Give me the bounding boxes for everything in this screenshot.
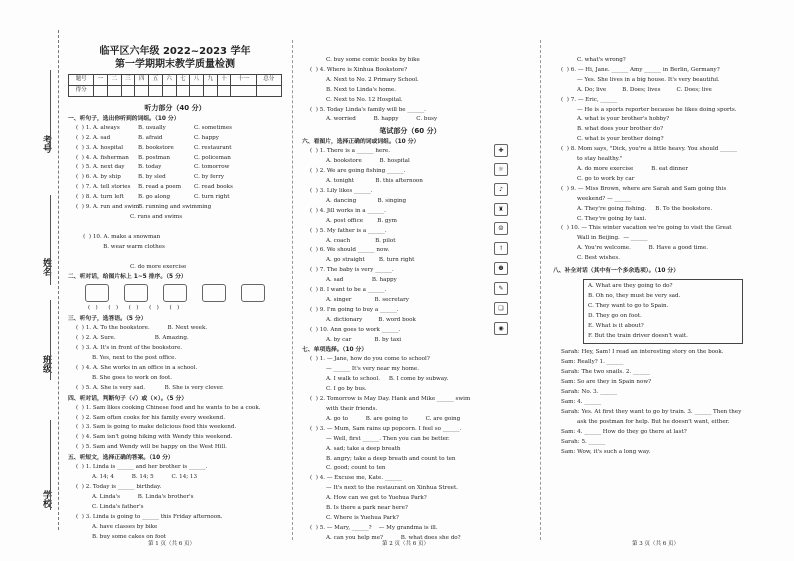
question-option: B. afraid: [138, 134, 163, 141]
score-cell[interactable]: [176, 85, 190, 96]
question-row: — Yes. She lives in a big house. It's very beautiful.: [561, 76, 720, 83]
question-option: B. today: [138, 164, 162, 171]
question-row: C. what is your brother doing?: [561, 136, 664, 143]
question-row: [76, 124, 282, 134]
question-row: ( ) 6. We should ______ now.: [310, 247, 390, 254]
question-row: A. Do; live B. Does; lives C. Does; live: [561, 86, 712, 93]
question-row: ( ) 9. I'm going to buy a ______.: [310, 306, 399, 313]
happy-baby-icon: ☻: [494, 262, 508, 275]
question-row: ( ) 1. There is a ______ here.: [310, 148, 391, 155]
dialogue-line: ask the postman for help. But he doesn't want, either.: [561, 418, 730, 425]
dialogue-line: Sarah: Yes. At first they want to go by train. 3. ______ Then they: [561, 408, 742, 415]
score-table-header-cell: 六: [162, 75, 176, 86]
page-3: [553, 56, 778, 457]
question-row: A. dictionary B. word book: [310, 316, 416, 323]
question-row: A. can you help me? B. what does she do?: [310, 534, 461, 541]
score-table-header-cell: 二: [107, 75, 121, 86]
question-row: A. I walk to school. B. I come by subway.: [310, 376, 449, 383]
question-row: B. angry; take a deep breath and count to ten: [310, 455, 456, 462]
question-stem: ( ) 8. A. turn left: [76, 194, 124, 201]
question-row: ( ) 9. — Miss Brown, where are Sarah and Sam going this: [561, 185, 727, 192]
dialogue-line: Sam: So are they in Spain now?: [561, 379, 652, 386]
exam-number-line: [50, 70, 51, 150]
question-row: A. go straight B. turn right: [310, 257, 415, 264]
dialogue-line: Sam: 4. ______ How do they go there at last?: [561, 428, 687, 435]
section-3-heading: 三、听句子，选答语。（5 分）: [68, 316, 147, 323]
question-option: [194, 203, 274, 213]
question-row: A. dancing B. singing: [310, 197, 407, 204]
question-row: — He is a sports reporter because he likes doing sports.: [561, 106, 737, 113]
question-option: C. happy: [194, 134, 219, 141]
question-row: C. good; count to ten: [310, 465, 386, 472]
question-row: A. tonight B. this afternoon: [310, 178, 423, 185]
question-option: B. wear warm clothes: [103, 243, 165, 250]
question-row: ( ) 3. Lily likes ______.: [310, 187, 373, 194]
section-5-heading: 五、听短文，选择正确的答案。（10 分）: [68, 455, 174, 462]
question-row: A. post office B. gym: [310, 217, 397, 224]
name-line: [50, 195, 51, 285]
question-row: [76, 154, 282, 164]
question-row: [76, 134, 282, 144]
dialogue-line: Sarah: The two snails. 2. ______: [561, 369, 650, 376]
question-row: ( ) 10. — This winter vacation we're going to visit the Great: [561, 225, 732, 232]
picture-postman: [163, 284, 187, 302]
question-option: C. turn right: [194, 194, 230, 201]
score-table-header-cell: 题号: [69, 75, 94, 86]
question-option: C. do more exercise: [130, 263, 187, 270]
question-row: C. go to work by car: [561, 175, 635, 182]
question-row: ( ) 7. — Eric, ______: [561, 96, 618, 103]
question-row: A. singer B. secretary: [310, 296, 409, 303]
question-option: B. postman: [138, 154, 170, 161]
column-divider: [292, 40, 293, 540]
question-row: A. go to B. are going to C. are going: [310, 415, 461, 422]
question-row: ( ) 8. I want to be a ______.: [310, 287, 387, 294]
score-table-header-cell: 一: [94, 75, 108, 86]
picture-order-brackets: ( ) ( ) ( ) ( ) ( ): [88, 305, 180, 312]
score-row-label: 得分: [69, 85, 94, 96]
dialogue-line: Sarah: Hey, Sam! I read an interesting story on the book.: [561, 349, 724, 356]
question-row: B. Is there a park near here?: [310, 505, 408, 512]
question-row: B. what does your brother do?: [561, 126, 664, 133]
question-option: B. by sled: [138, 174, 166, 181]
score-cell[interactable]: [107, 85, 121, 96]
question-row: ( ) 1. A. To the bookstore. B. Next week.: [76, 325, 208, 332]
dialogue-line: Sam: Wow, it's such a long way.: [561, 448, 651, 455]
question-row: B. Yes, next to the post office.: [76, 355, 177, 362]
score-table-header-cell: 五: [149, 75, 163, 86]
exam-number-label: 考号: [41, 135, 51, 153]
question-row: A. what is your brother's hobby?: [561, 116, 670, 123]
question-row: C. what's wrong?: [561, 57, 626, 63]
question-option: C. tomorrow: [194, 164, 230, 171]
question-option: B. bookstore: [138, 144, 174, 151]
question-row: ( ) 5. A. She is very sad. B. She is very clever.: [76, 384, 224, 391]
question-row: ( ) 4. Jill works in a ______.: [310, 207, 386, 214]
question-row: C. I go by bus.: [310, 386, 367, 393]
section-8-heading: 八、补全对话（其中有一个多余选项）。（10 分）: [553, 268, 680, 275]
score-table-header-cell: 四: [135, 75, 149, 86]
question-row: ( ) 4. — Excuse me, Kate. ______: [310, 475, 402, 482]
picture-strip: [68, 282, 282, 304]
question-stem: ( ) 2. A. sad: [76, 134, 111, 141]
question-stem: ( ) 5. A. next day: [76, 164, 125, 171]
school-label: 学校: [41, 490, 51, 508]
secretary-icon: ✎: [494, 282, 508, 295]
question-row: A. bookstore B. hospital: [310, 158, 410, 165]
question-row: [76, 163, 282, 173]
picture-bike: [241, 284, 265, 302]
page-1: [68, 45, 282, 542]
exam-title-line1: 临平区六年级 2022~2023 学年: [99, 46, 251, 57]
question-row: — It's next to the restaurant on Xinhua Street.: [310, 485, 458, 492]
question-row: ( ) 4. A. She works in an office in a school.: [76, 364, 198, 371]
question-row: with their friends.: [310, 406, 378, 412]
question-stem: ( ) 4. A. fisherman: [76, 154, 129, 161]
question-row: ( ) 2. Tomorrow is May Day. Hank and Mike ______ swim: [310, 396, 471, 403]
question-row: A. sad B. happy: [310, 277, 397, 284]
question-row: [76, 193, 282, 203]
class-line: [50, 300, 51, 380]
question-row: A. have classes by bike: [76, 523, 158, 530]
dialogue-line: Sam: 4. ______: [561, 399, 602, 405]
score-cell[interactable]: [256, 85, 281, 96]
question-row: A. by car B. by taxi: [310, 336, 402, 343]
score-cell[interactable]: [203, 85, 217, 96]
option-item: D. They go on foot.: [588, 312, 642, 319]
question-stem: ( ) 10. A. make a snowman: [83, 233, 161, 240]
question-row: ( ) 3. Linda is going to ______ this Friday afternoon.: [76, 513, 223, 520]
option-item: A. What are they going to do?: [588, 283, 673, 290]
school-line: [50, 420, 51, 510]
options-box: [583, 279, 743, 344]
question-row: C. Next to No. 12 Hospital.: [310, 96, 403, 103]
question-row: A. Linda's B. Linda's brother's: [76, 493, 194, 500]
score-table-header-cell: 九: [203, 75, 217, 86]
option-item: C. They want to go to Spain.: [588, 302, 669, 309]
question-row: [68, 223, 282, 263]
listening-part-title: 听力部分（40 分）: [144, 103, 206, 112]
question-option: C. policeman: [194, 154, 231, 161]
question-row: A. You're welcome. B. Have a good time.: [561, 245, 708, 252]
question-option: C. runs and swims: [130, 213, 183, 220]
page-footer: 第 2 页（共 6 页）: [382, 541, 429, 547]
question-stem: ( ) 6. A. by ship: [76, 174, 121, 181]
question-row: ( ) 3. A. It's in front of the bookstore.: [76, 345, 183, 352]
question-row: [76, 144, 282, 154]
question-row: C. buy some comic books by bike: [310, 57, 420, 63]
question-option: B. running and swimming: [138, 204, 212, 211]
section-6-heading: 六、看图片，选择正确的词或词组。（10 分）: [302, 139, 420, 146]
score-cell[interactable]: [121, 85, 135, 96]
score-cell[interactable]: [190, 85, 204, 96]
question-option: B. read a poem: [138, 184, 182, 191]
question-row: A. They're going fishing. B. To the bookstore.: [561, 205, 713, 212]
written-part-title: 笔试部分（60 分）: [379, 127, 441, 136]
question-option: C. sometimes: [194, 124, 233, 131]
question-stem: ( ) 9. A. run and swim: [76, 204, 140, 211]
question-row: [76, 183, 282, 193]
car-icon: ◉: [494, 322, 508, 335]
binding-dashed-line: [58, 30, 59, 530]
section-4-heading: 四、听对话，判断句子（√）或（×）。（5 分）: [68, 395, 188, 402]
picture-goggles: [124, 284, 148, 302]
question-row: ( ) 3. Sam is going to make delicious food this weekend.: [76, 424, 237, 431]
question-row: A. coach B. pilot: [310, 237, 396, 244]
question-row: A. do more exercise B. eat dinner: [561, 165, 688, 172]
question-option: C. restaurant: [194, 144, 232, 151]
score-table-header-cell: 三: [121, 75, 135, 86]
question-row: C. Where is Yuehua Park?: [310, 514, 399, 521]
question-row: A. sad; take a deep breath: [310, 445, 401, 452]
exam-title-line2: 第一学期期末教学质量检测: [115, 59, 235, 70]
dictionary-icon: ❏: [494, 302, 508, 315]
question-row: A. Next to No. 2 Primary School.: [310, 76, 419, 83]
question-row: ( ) 8. Mom says, "Dick, you're a little heavy. You should ______: [561, 146, 737, 153]
question-row: B. She goes to work on foot.: [76, 374, 173, 381]
question-option: B. usually: [138, 124, 166, 131]
question-row: ( ) 2. We are going fishing ______.: [310, 168, 406, 175]
question-row: Wall in Beijing. — ______: [561, 235, 648, 242]
page-footer: 第 1 页（共 6 页）: [148, 541, 195, 547]
coach-icon: ☺: [494, 222, 508, 235]
score-table-header-cell: 十一: [231, 75, 256, 86]
question-row: ( ) 4. Where is Xinhua Bookstore?: [310, 66, 408, 73]
question-row: [76, 203, 282, 213]
page-footer: 第 3 页（共 6 页）: [632, 541, 679, 547]
score-cell[interactable]: [149, 85, 163, 96]
section-1-heading: 一、听句子，选出你听到的词组。（10 分）: [68, 115, 180, 122]
column-divider: [540, 40, 541, 540]
question-row: [76, 173, 282, 183]
question-row: ( ) 1. — Jane, how do you come to school?: [310, 356, 430, 363]
gym-icon: ♜: [494, 203, 508, 216]
question-row: ( ) 2. Today is ______ birthday.: [76, 484, 162, 490]
binding-margin: [0, 0, 64, 561]
option-item: F. But the train driver doesn't wait.: [588, 332, 688, 339]
question-row: ( ) 3. — Mum, Sam rains up popcorn. I feel so ______.: [310, 425, 462, 432]
option-item: B. Oh no, they must be very sad.: [588, 292, 681, 299]
page-2: [302, 56, 518, 544]
question-row: weekend? — ______: [561, 195, 632, 202]
question-row: ( ) 5. My father is a ______.: [310, 227, 387, 234]
question-row: C. Linda's father's: [76, 503, 144, 510]
section-2-heading: 二、听对话，给图片标上 1~5 排序。（5 分）: [68, 274, 187, 281]
question-row: ( ) 6. — Hi, Jane. ______ Amy ______ in Berlin, Germany?: [561, 66, 720, 73]
question-stem: ( ) 7. A. tell stories: [76, 184, 131, 191]
question-row: ( ) 1. Sam likes cooking Chinese food and he wants to be a cook.: [76, 404, 261, 411]
score-table-header-cell: 总分: [256, 75, 281, 86]
score-cell[interactable]: [94, 85, 108, 96]
question-stem: ( ) 1. A. always: [76, 124, 120, 131]
dancer-icon: ♪: [494, 183, 508, 196]
score-table-header-cell: 八: [190, 75, 204, 86]
question-row: B. buy some cakes on foot: [76, 533, 167, 540]
picture-person: [202, 284, 226, 302]
question-row: B. Next to Linda's home.: [310, 86, 397, 93]
question-option: C. by ferry: [194, 174, 225, 181]
question-row: A. 14; 4 B. 14; 5 C. 14; 13: [76, 474, 198, 481]
question-row: ( ) 5. Today Linda's family will be ______.: [310, 106, 426, 113]
question-row: C. Best wishes.: [561, 255, 620, 262]
question-row: ( ) 10. Ann goes to work ______.: [310, 326, 401, 333]
option-item: E. What is it about?: [588, 322, 644, 329]
question-row: A. worried B. happy C. busy: [310, 116, 438, 123]
class-label: 班级: [41, 355, 51, 373]
question-stem: ( ) 3. A. hospital: [76, 144, 123, 151]
dialogue-line: Sam: Really? 1. ______: [561, 359, 624, 366]
question-row: ( ) 2. A. Sure. B. Amazing.: [76, 335, 189, 342]
score-table-header-cell: 七: [176, 75, 190, 86]
question-row: ( ) 1. Linda is ______ and her brother is ______.: [76, 464, 208, 471]
question-row: ( ) 5. — Mary, ______? — My grandma is ill.: [310, 524, 438, 531]
score-table-header-cell: 十: [217, 75, 231, 86]
question-row: ( ) 4. Sam isn't going hiking with Wendy this weekend.: [76, 434, 233, 441]
picture-boots: [85, 284, 109, 302]
hospital-icon: ✚: [494, 144, 508, 157]
question-option: C. read books: [194, 184, 233, 191]
name-label: 姓名: [41, 258, 51, 276]
dialogue-line: Sarah: 5. ______: [561, 438, 606, 445]
score-cell[interactable]: [231, 85, 256, 96]
question-row: ( ) 2. Sam often cooks for his family every weekend.: [76, 414, 225, 421]
question-row: ( ) 5. Sam and Wendy will be happy on the West Hill.: [76, 444, 227, 451]
question-row: to stay healthy.": [561, 156, 623, 163]
score-table: [68, 74, 282, 97]
dialogue-line: Sarah: No. 3. ______: [561, 389, 618, 396]
question-row: — Well, first ______. Then you can be better.: [310, 435, 450, 442]
score-cell[interactable]: [217, 85, 231, 96]
question-option: B. go along: [138, 194, 171, 201]
section-7-heading: 七、单项选择。（10 分）: [302, 347, 368, 354]
straight-arrow-icon: ↑: [494, 242, 508, 255]
question-row: ( ) 7. The baby is very ______.: [310, 267, 394, 274]
score-cell[interactable]: [135, 85, 149, 96]
question-row: — ______ It's very near my home.: [310, 366, 419, 373]
question-row: A. How can we get to Yuehua Park?: [310, 495, 427, 502]
question-row: C. They're going by taxi.: [561, 215, 647, 222]
score-cell[interactable]: [162, 85, 176, 96]
sunset-icon: ☼: [494, 163, 508, 176]
